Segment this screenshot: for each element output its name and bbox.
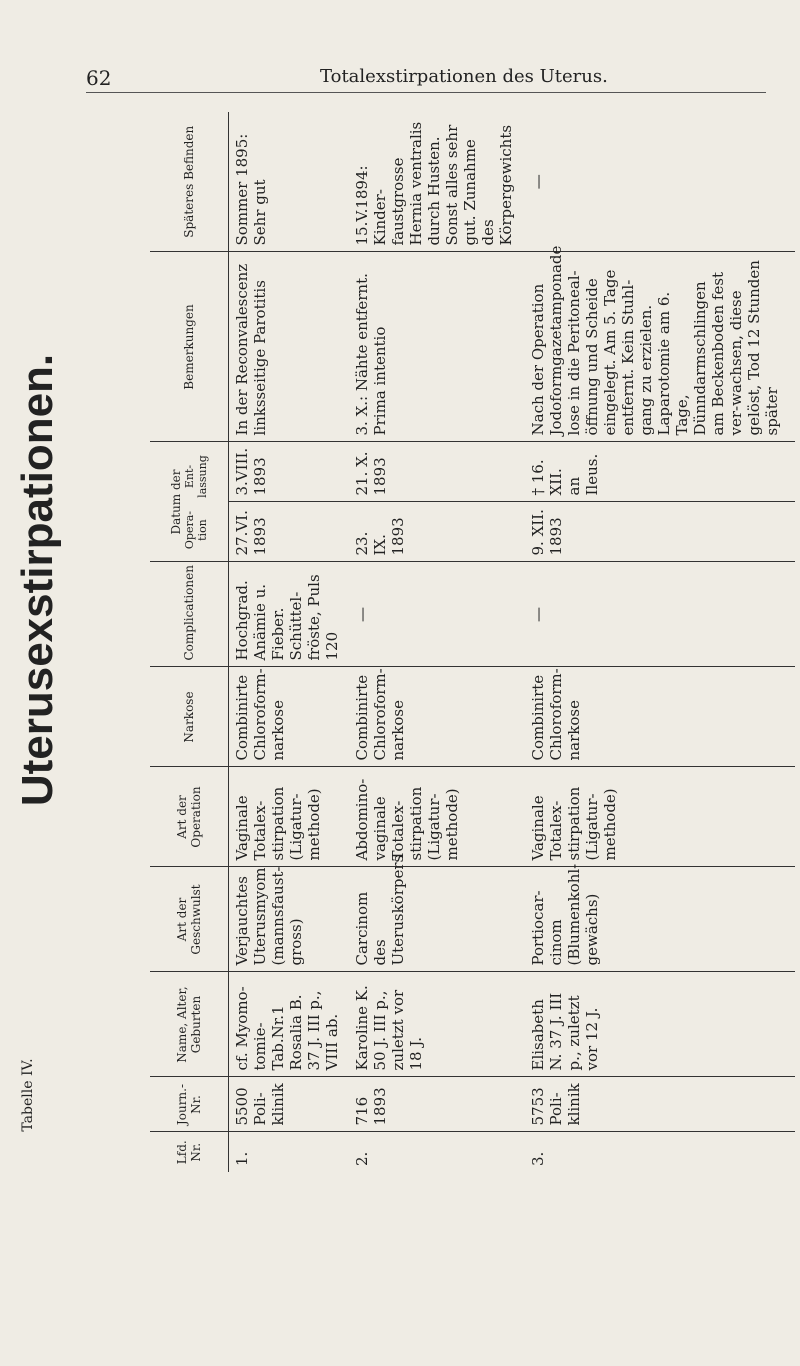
- running-header: Totalexstirpationen des Uterus.: [320, 66, 608, 87]
- cell-bemerkungen: Nach der Operation Jodoformgazetamponade lose in die Peritoneal-öffnung und Scheide eingelegt. Am 5. Tage entfernt. Kein Stuhl-gang zu erzielen. Laparotomie am 6. Tage, Dünndarmschlingen am Beckenboden fest ver-wachsen, diese gelöst, Tod 12 Stunden später: [525, 252, 795, 442]
- side-title-text: Uterusexstirpationen.: [13, 353, 62, 807]
- cell-nr: 1.: [233, 1151, 251, 1166]
- cell-operation: Vaginale Totalex-stirpation (Ligatur-methode): [525, 767, 795, 867]
- cell-narkose: Combinirte Chloroform-narkose: [349, 667, 525, 767]
- cell-op-datum: 27.VI. 1893: [229, 502, 350, 562]
- operations-table: [150, 112, 795, 1172]
- header-datum: [150, 442, 229, 562]
- cell-operation: Vaginale Totalex-stirpation (Ligatur-methode): [229, 767, 350, 867]
- cell-geschwulst: Verjauchtes Uterusmyom (mannsfaust-gross): [229, 867, 350, 972]
- table-row: [525, 112, 795, 1172]
- cell-operation: Abdomino-vaginale Totalex-stirpation (Ligatur-methode): [349, 767, 525, 867]
- cell-narkose: Combinirte Chloroform-narkose: [229, 667, 350, 767]
- tabelle-label: [8, 1060, 48, 1130]
- cell-name: cf. Myomo-tomie-Tab.Nr.1 Rosalia B. 37 J. III p., VIII ab.: [229, 972, 350, 1077]
- header-bemerkungen: Bemerkungen: [150, 252, 229, 442]
- cell-complicationen: —: [525, 562, 795, 667]
- cell-befinden: —: [525, 112, 795, 252]
- page-number: 62: [86, 66, 112, 90]
- cell-nr: 3.: [529, 1151, 548, 1166]
- header-entlassung: Ent-lassung: [183, 455, 210, 498]
- cell-journal: 5753 Poli-klinik: [525, 1077, 795, 1132]
- header-spaeteres-befinden: Späteres Befinden: [150, 112, 229, 252]
- cell-geschwulst: Carcinom des Uteruskörpers: [349, 867, 525, 972]
- cell-journal: 5500 Poli-klinik: [229, 1077, 350, 1132]
- table-row: [229, 112, 350, 1172]
- side-title: [8, 300, 68, 860]
- cell-complicationen: —: [349, 562, 525, 667]
- header-narkose: Narkose: [150, 667, 229, 767]
- table-row: [349, 112, 525, 1172]
- cell-bemerkungen: In der Reconvalescenz linksseitige Parotitis: [229, 252, 350, 442]
- cell-bemerkungen: 3. X.: Nähte entfernt. Prima intentio: [349, 252, 525, 442]
- cell-nr: 2.: [353, 1151, 372, 1166]
- cell-journal: 716 1893: [349, 1077, 525, 1132]
- cell-entlassung: 3.VIII. 1893: [229, 442, 350, 502]
- header-operation: Art der Operation: [150, 767, 229, 867]
- header-operation-date: Opera-tion: [183, 510, 210, 550]
- cell-op-datum: 23. IX. 1893: [349, 502, 525, 562]
- cell-befinden: 15.V.1894: Kinder-faustgrosse Hernia ventralis durch Husten. Sonst alles sehr gut. Zunahme des Körpergewichts: [349, 112, 525, 252]
- cell-entlassung: † 16. XII. an Ileus.: [525, 442, 795, 502]
- header-lfd-nr: Lfd. Nr.: [150, 1132, 229, 1172]
- cell-complicationen: Hochgrad. Anämie u. Fieber. Schüttel-fröste, Puls 120: [229, 562, 350, 667]
- cell-geschwulst: Portiocar-cinom (Blumenkohl-gewächs): [525, 867, 795, 972]
- cell-befinden: Sommer 1895: Sehr gut: [229, 112, 350, 252]
- cell-op-datum: 9. XII. 1893: [525, 502, 795, 562]
- header-complicationen: Complicationen: [150, 562, 229, 667]
- cell-name: Elisabeth N. 37 J. III p., zuletzt vor 12 J.: [525, 972, 795, 1077]
- table-header-row: [150, 112, 229, 1172]
- header-rule: [86, 92, 766, 93]
- header-datum-der: Datum der: [168, 469, 183, 535]
- cell-name: Karoline K. 50 J. III p., zuletzt vor 18 J.: [349, 972, 525, 1077]
- cell-narkose: Combinirte Chloroform-narkose: [525, 667, 795, 767]
- rotated-table: [150, 112, 795, 1172]
- tabelle-label-text: Tabelle IV.: [20, 1058, 36, 1132]
- header-name: Name, Alter, Geburten: [150, 972, 229, 1077]
- header-geschwulst: Art der Geschwulst: [150, 867, 229, 972]
- header-journal-nr: Journ.-Nr.: [150, 1077, 229, 1132]
- cell-entlassung: 21. X. 1893: [349, 442, 525, 502]
